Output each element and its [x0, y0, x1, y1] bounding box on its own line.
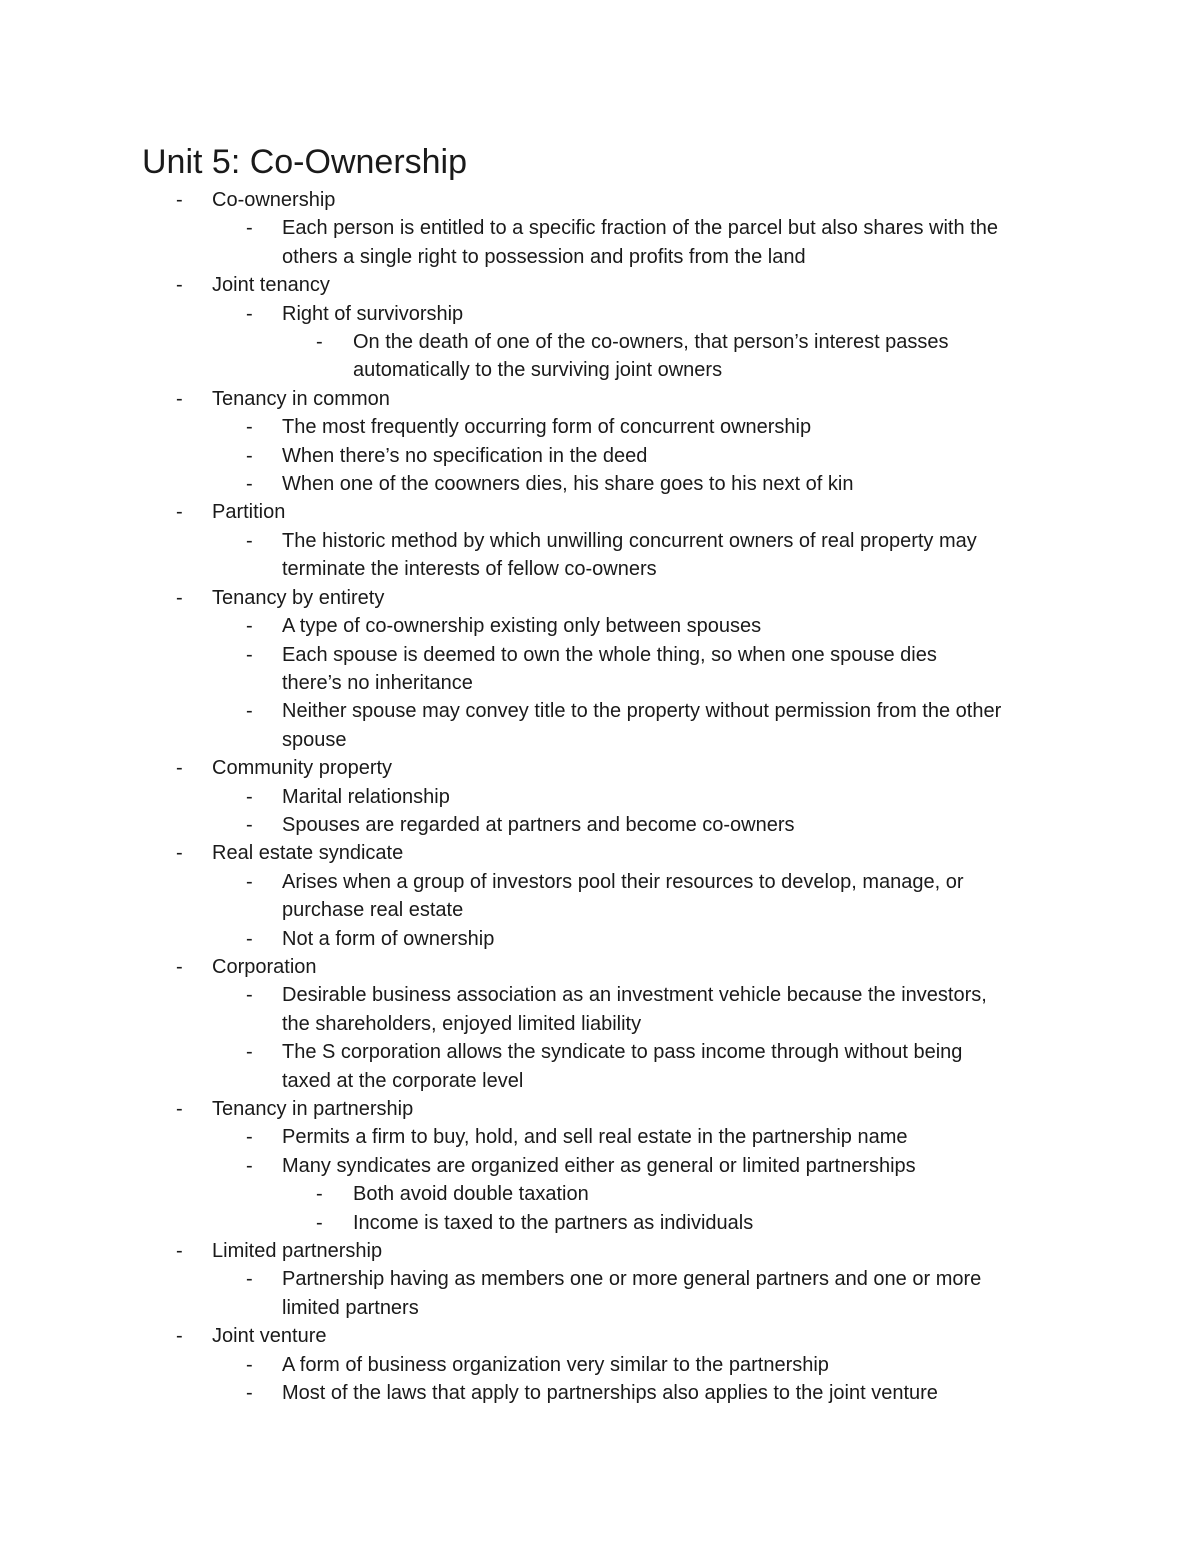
- outline-item-text: Most of the laws that apply to partnerships also applies to the joint venture: [282, 1382, 938, 1405]
- bullet-dash: -: [246, 217, 253, 240]
- outline-item-text: Spouses are regarded at partners and become co-owners: [282, 813, 795, 836]
- outline-item-level-2: [0, 641, 1200, 669]
- bullet-dash: -: [176, 1325, 183, 1348]
- outline-item-text: the shareholders, enjoyed limited liability: [282, 1012, 642, 1035]
- outline-item-level-3: [0, 1180, 1200, 1208]
- bullet-dash: -: [176, 274, 183, 297]
- outline-item-text: Real estate syndicate: [212, 842, 404, 865]
- bullet-dash: -: [176, 1098, 183, 1120]
- outline-item-level-2: [0, 214, 1200, 242]
- outline-item-level-1: [0, 953, 1200, 981]
- bullet-dash: -: [246, 1353, 253, 1376]
- outline-item-text: Right of survivorship: [282, 302, 464, 325]
- outline-item-level-2: [0, 300, 1200, 328]
- outline-item-text: Permits a firm to buy, hold, and sell real estate in the partnership name: [282, 1126, 908, 1149]
- outline-item-text: On the death of one of the co-owners, that person’s interest passes: [353, 331, 949, 354]
- outline-item-text: others a single right to possession and profits from the land: [282, 245, 806, 268]
- outline-item-level-1: [0, 1322, 1200, 1350]
- outline-item-text: terminate the interests of fellow co-owners: [282, 558, 657, 581]
- outline-item-continuation: [0, 1067, 1200, 1095]
- bullet-dash: -: [246, 444, 253, 467]
- bullet-dash: -: [316, 1211, 323, 1234]
- bullet-dash: -: [246, 785, 253, 808]
- outline-item-text: Partition: [212, 501, 286, 524]
- outline-item-text: Community property: [212, 757, 393, 780]
- bullet-dash: -: [246, 1041, 253, 1064]
- bullet-dash: -: [246, 1126, 253, 1149]
- outline-item-text: purchase real estate: [282, 899, 464, 922]
- outline-item-level-1: [0, 385, 1200, 413]
- outline-item-level-1: [0, 271, 1200, 299]
- outline-item-continuation: [0, 726, 1200, 754]
- bullet-dash: -: [176, 387, 183, 410]
- outline-item-level-2: [0, 811, 1200, 839]
- outline-item-level-2: [0, 527, 1200, 555]
- outline-item-level-1: [0, 498, 1200, 526]
- outline-item-text: The S corporation allows the syndicate to pass income through without being: [282, 1041, 963, 1064]
- outline-item-text: Marital relationship: [282, 785, 450, 808]
- outline-item-level-1: [0, 839, 1200, 867]
- bullet-dash: -: [246, 927, 253, 950]
- bullet-dash: -: [246, 615, 253, 638]
- outline-item-text: Joint venture: [212, 1325, 327, 1348]
- outline-item-text: Tenancy in common: [212, 387, 390, 410]
- outline-item-level-3: [0, 328, 1200, 356]
- outline-item-text: The historic method by which unwilling concurrent owners of real property may: [282, 529, 977, 552]
- outline-item-text: Corporation: [212, 955, 317, 978]
- outline-item-continuation: [0, 1294, 1200, 1322]
- bullet-dash: -: [176, 189, 183, 211]
- outline-item-text: Each spouse is deemed to own the whole thing, so when one spouse dies: [282, 643, 937, 666]
- outline-item-text: Not a form of ownership: [282, 927, 495, 950]
- outline-item-level-1: [0, 1237, 1200, 1265]
- outline-item-text: Co-ownership: [212, 189, 336, 211]
- outline-item-text: there’s no inheritance: [282, 671, 473, 694]
- bullet-dash: -: [246, 529, 253, 552]
- outline-item-level-1: [0, 186, 1200, 214]
- outline-item-text: A form of business organization very similar to the partnership: [282, 1353, 829, 1376]
- outline-item-text: Partnership having as members one or more general partners and one or more: [282, 1268, 982, 1291]
- outline-item-level-2: [0, 413, 1200, 441]
- outline-item-text: limited partners: [282, 1296, 419, 1319]
- outline-item-continuation: [0, 896, 1200, 924]
- page-title: Unit 5: Co-Ownership: [142, 143, 468, 181]
- outline-item-level-2: [0, 981, 1200, 1009]
- bullet-dash: -: [246, 416, 253, 439]
- outline-item-level-1: [0, 754, 1200, 782]
- bullet-dash: -: [246, 1268, 253, 1291]
- outline-item-continuation: [0, 555, 1200, 583]
- bullet-dash: -: [176, 842, 183, 865]
- bullet-dash: -: [246, 643, 253, 666]
- bullet-dash: -: [176, 1240, 183, 1263]
- outline-item-text: taxed at the corporate level: [282, 1069, 524, 1092]
- outline-item-text: Neither spouse may convey title to the property without permission from the other: [282, 700, 1002, 723]
- bullet-dash: -: [246, 870, 253, 893]
- bullet-dash: -: [246, 700, 253, 723]
- outline-item-level-2: [0, 783, 1200, 811]
- outline-item-text: Joint tenancy: [212, 274, 330, 297]
- outline-item-level-2: [0, 1379, 1200, 1407]
- outline-item-continuation: [0, 243, 1200, 271]
- bullet-dash: -: [176, 955, 183, 978]
- outline-item-text: Tenancy by entirety: [212, 586, 385, 609]
- bullet-dash: -: [176, 501, 183, 524]
- bullet-dash: -: [176, 757, 183, 780]
- bullet-dash: -: [246, 1382, 253, 1405]
- outline-item-text: A type of co-ownership existing only between spouses: [282, 615, 762, 638]
- outline-item-level-2: [0, 868, 1200, 896]
- outline-item-level-2: [0, 1152, 1200, 1180]
- outline-item-level-2: [0, 442, 1200, 470]
- bullet-dash: -: [176, 586, 183, 609]
- outline-item-continuation: [0, 669, 1200, 697]
- outline-item-text: Both avoid double taxation: [353, 1183, 589, 1206]
- bullet-dash: -: [246, 473, 253, 496]
- outline-item-text: Income is taxed to the partners as individuals: [353, 1211, 754, 1234]
- outline-item-text: Limited partnership: [212, 1240, 383, 1263]
- outline-item-continuation: [0, 1010, 1200, 1038]
- outline-item-text: Each person is entitled to a specific fraction of the parcel but also shares with the: [282, 217, 998, 240]
- outline-item-text: Arises when a group of investors pool their resources to develop, manage, or: [282, 870, 964, 893]
- outline-item-level-2: [0, 1038, 1200, 1066]
- outline-item-level-2: [0, 697, 1200, 725]
- outline-item-text: When there’s no specification in the deed: [282, 444, 648, 467]
- bullet-dash: -: [316, 331, 323, 354]
- outline-item-level-2: [0, 470, 1200, 498]
- outline-item-level-3: [0, 1209, 1200, 1237]
- outline-item-text: automatically to the surviving joint owners: [353, 359, 723, 382]
- outline-item-text: Desirable business association as an investment vehicle because the investors,: [282, 984, 987, 1007]
- bullet-dash: -: [316, 1183, 323, 1206]
- notes-outline: [0, 186, 1200, 1407]
- outline-item-text: Many syndicates are organized either as general or limited partnerships: [282, 1154, 916, 1177]
- outline-item-level-2: [0, 1265, 1200, 1293]
- outline-item-level-1: [0, 584, 1200, 612]
- bullet-dash: -: [246, 813, 253, 836]
- outline-item-text: The most frequently occurring form of concurrent ownership: [282, 416, 812, 439]
- outline-item-text: spouse: [282, 728, 347, 751]
- outline-item-continuation: [0, 356, 1200, 384]
- outline-item-level-2: [0, 925, 1200, 953]
- bullet-dash: -: [246, 1154, 253, 1177]
- outline-item-text: When one of the coowners dies, his share goes to his next of kin: [282, 473, 854, 496]
- bullet-dash: -: [246, 302, 253, 325]
- bullet-dash: -: [246, 984, 253, 1007]
- outline-item-text: Tenancy in partnership: [212, 1098, 414, 1120]
- outline-item-level-2: [0, 1123, 1200, 1151]
- outline-item-level-1: [0, 1095, 1200, 1123]
- outline-item-level-2: [0, 612, 1200, 640]
- outline-item-level-2: [0, 1351, 1200, 1379]
